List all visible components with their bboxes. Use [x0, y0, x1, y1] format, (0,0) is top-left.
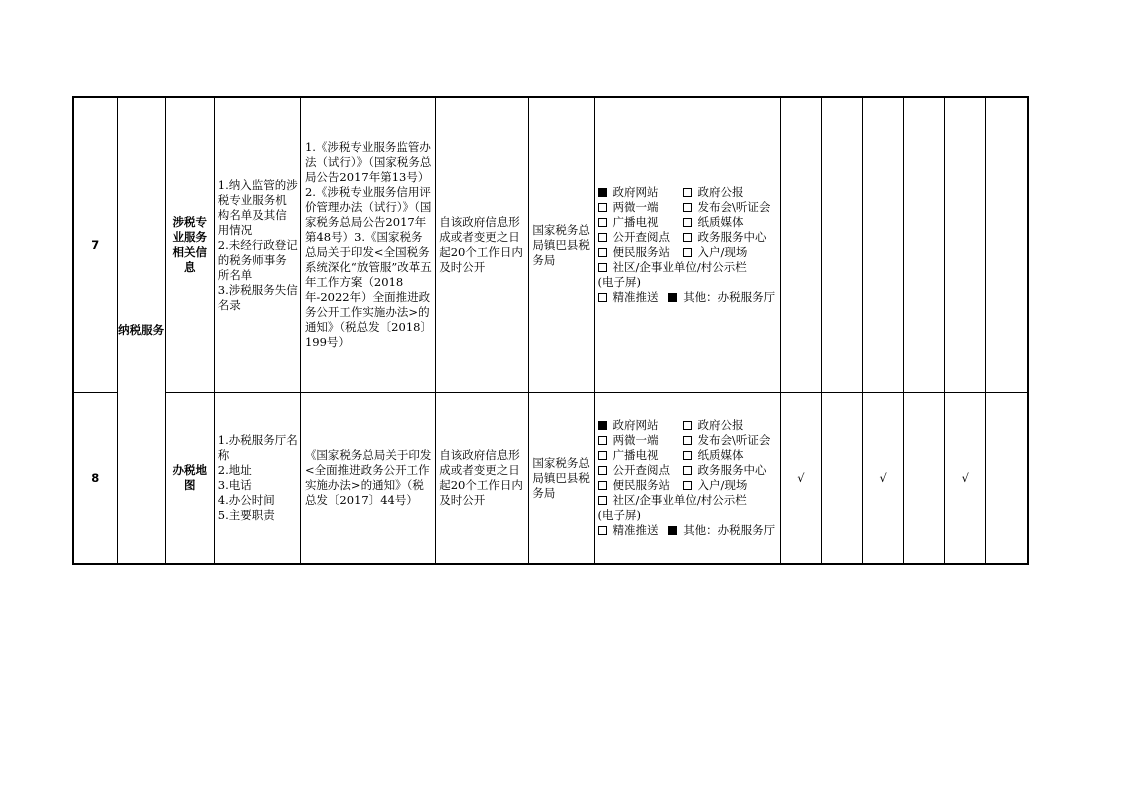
time-limit: 自该政府信息形成或者变更之日起20个工作日内及时公开: [436, 97, 529, 393]
content-cell: [214, 393, 300, 565]
channels-cell: [594, 97, 780, 393]
channel-option: 纸质媒体: [683, 448, 768, 463]
subject: 国家税务总局镇巴县税务局: [529, 393, 594, 565]
empty-box-icon: [683, 436, 692, 445]
basis-text: 1.《涉税专业服务监管办法（试行）》（国家税务总局公告2017年第13号）2.《涉税专业服务信用评价管理办法（试行）》（国家税务总局公告2017年第48号）3.《国家税务总局关于印发<全国税务系统深化“放管服”改革五年工作方案（2018年-2022年）全面推进政务公开工作实施办法>的通知》（税总发〔2018〕199号）: [300, 97, 435, 393]
channel-row: [598, 493, 778, 508]
empty-box-icon: [683, 248, 692, 257]
row-number: 7: [73, 97, 117, 393]
empty-box-icon: [683, 481, 692, 490]
channel-extra: (电子屏): [597, 275, 642, 289]
row-number: 8: [73, 393, 117, 565]
channel-option: 入户/现场: [683, 245, 768, 260]
subject: 国家税务总局镇巴县税务局: [529, 97, 594, 393]
category-cell: [117, 97, 165, 564]
empty-box-icon: [598, 233, 607, 242]
content-cell: [214, 97, 300, 393]
channel-row: [598, 478, 778, 493]
check-mark: √: [945, 393, 986, 565]
check-cell: [945, 97, 986, 393]
content-line: 2.地址: [217, 463, 252, 477]
channel-option: 广播电视: [598, 448, 683, 463]
channel-option: 便民服务站: [598, 245, 683, 260]
channel-row: [598, 463, 778, 478]
channel-row: [598, 418, 778, 433]
check-cell: [821, 393, 862, 565]
empty-box-icon: [598, 263, 607, 272]
channel-row: [598, 260, 778, 275]
channel-row: [598, 448, 778, 463]
channel-option: 发布会\听证会: [683, 200, 768, 215]
content-line: 4.办公时间: [217, 493, 275, 507]
channel-row: [598, 230, 778, 245]
channel-option: 政务服务中心: [683, 463, 768, 478]
item-name: 办税地图: [165, 393, 214, 565]
channel-option: 两微一端: [598, 433, 683, 448]
check-mark: √: [780, 393, 821, 565]
empty-box-icon: [683, 466, 692, 475]
channel-option: 公开查阅点: [598, 463, 683, 478]
channel-option: 其他：办税服务厅: [662, 523, 775, 537]
content-line: 3.电话: [217, 478, 252, 492]
channel-option: 广播电视: [598, 215, 683, 230]
disclosure-table-container: [72, 96, 1029, 565]
check-cell: [904, 393, 945, 565]
disclosure-table: [72, 96, 1029, 565]
channel-option: 公开查阅点: [598, 230, 683, 245]
channel-row: [598, 523, 778, 538]
channel-option: 两微一端: [598, 200, 683, 215]
channel-row: [598, 290, 778, 305]
check-cell: [780, 97, 821, 393]
empty-box-icon: [598, 466, 607, 475]
channel-row: [598, 245, 778, 260]
channel-option: 政府网站: [598, 185, 683, 200]
content-line: 3.涉税服务失信名录: [217, 282, 298, 312]
empty-box-icon: [683, 203, 692, 212]
item-name: 涉税专业服务相关信息: [165, 97, 214, 393]
channel-option: 发布会\听证会: [683, 433, 768, 448]
channel-option: 纸质媒体: [683, 215, 768, 230]
check-cell: [904, 97, 945, 393]
channel-row: [598, 185, 778, 200]
check-cell: [863, 97, 904, 393]
empty-box-icon: [598, 203, 607, 212]
channel-row: [598, 433, 778, 448]
empty-box-icon: [598, 248, 607, 257]
basis-text: 《国家税务总局关于印发<全面推进政务公开工作实施办法>的通知》（税总发〔2017〕44号）: [300, 393, 435, 565]
table-row: [73, 97, 1028, 393]
checked-box-icon: [598, 421, 607, 430]
time-limit: 自该政府信息形成或者变更之日起20个工作日内及时公开: [436, 393, 529, 565]
content-line: 1.办税服务厅名称: [217, 433, 298, 462]
channel-row: [598, 215, 778, 230]
channel-option: 政府公报: [683, 418, 768, 433]
channel-option: 精准推送: [598, 523, 659, 537]
check-cell: [986, 393, 1028, 565]
channel-option: 社区/企事业单位/村公示栏: [598, 260, 747, 275]
channel-extra: (电子屏): [597, 508, 642, 522]
table-row: [73, 393, 1028, 565]
channel-option: 精准推送: [598, 290, 659, 304]
empty-box-icon: [598, 451, 607, 460]
channel-option: 其他：办税服务厅: [662, 290, 775, 304]
channel-option: 入户/现场: [683, 478, 768, 493]
content-line: 5.主要职责: [217, 508, 275, 522]
empty-box-icon: [683, 421, 692, 430]
empty-box-icon: [598, 293, 607, 302]
channel-option: 社区/企事业单位/村公示栏: [598, 493, 747, 508]
channel-row: [598, 200, 778, 215]
checked-box-icon: [668, 526, 677, 535]
channels-cell: [594, 393, 780, 565]
channel-option: 政务服务中心: [683, 230, 768, 245]
channel-option: 便民服务站: [598, 478, 683, 493]
empty-box-icon: [598, 481, 607, 490]
empty-box-icon: [683, 188, 692, 197]
empty-box-icon: [598, 526, 607, 535]
empty-box-icon: [683, 451, 692, 460]
check-cell: [821, 97, 862, 393]
checked-box-icon: [598, 188, 607, 197]
checked-box-icon: [668, 293, 677, 302]
channel-option: 政府网站: [598, 418, 683, 433]
empty-box-icon: [683, 218, 692, 227]
empty-box-icon: [683, 233, 692, 242]
empty-box-icon: [598, 436, 607, 445]
content-line: 1.纳入监管的涉税专业服务机构名单及其信用情况: [217, 177, 298, 237]
category-label: 纳税服务: [118, 323, 165, 337]
check-cell: [986, 97, 1028, 393]
empty-box-icon: [598, 496, 607, 505]
empty-box-icon: [598, 218, 607, 227]
check-mark: √: [863, 393, 904, 565]
channel-option: 政府公报: [683, 185, 768, 200]
content-line: 2.未经行政登记的税务师事务所名单: [217, 237, 298, 282]
